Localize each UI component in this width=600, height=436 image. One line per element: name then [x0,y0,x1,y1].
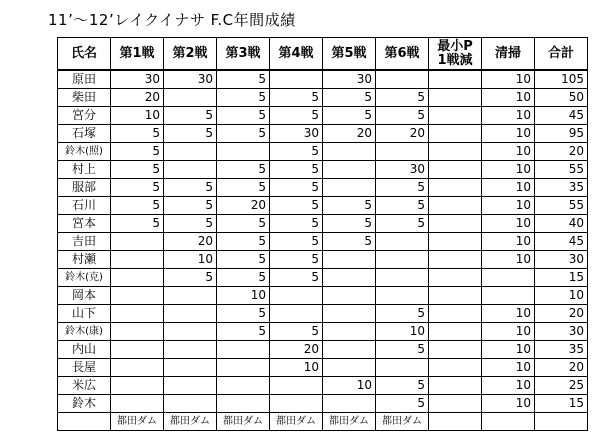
score-cell [429,377,482,395]
score-cell [270,287,323,305]
venue-cell: 都田ダム [323,413,376,431]
header-cleaning: 清掃 [482,38,535,71]
player-name: 服部 [58,179,111,197]
table-row [58,341,588,359]
total-cell: 45 [535,107,588,125]
score-cell [164,89,217,107]
score-cell: 5 [270,107,323,125]
score-cell [111,251,164,269]
score-cell: 5 [217,89,270,107]
score-table [57,37,588,431]
score-cell: 10 [164,251,217,269]
score-cell: 5 [217,251,270,269]
score-cell [429,143,482,161]
score-cell: 10 [482,305,535,323]
score-cell: 5 [217,70,270,89]
score-cell [270,70,323,89]
venue-cell: 都田ダム [376,413,429,431]
header-round-4: 第4戦 [270,38,323,71]
score-cell: 10 [482,323,535,341]
score-cell: 5 [217,323,270,341]
score-cell [376,143,429,161]
score-cell: 5 [270,215,323,233]
score-cell: 5 [164,269,217,287]
score-cell [429,179,482,197]
score-cell: 10 [482,125,535,143]
score-cell [376,70,429,89]
score-cell: 5 [376,305,429,323]
score-cell: 5 [376,179,429,197]
player-name: 村上 [58,161,111,179]
header-min-point: 最小P 1戦減 [429,38,482,71]
score-cell: 5 [376,197,429,215]
score-cell: 5 [270,161,323,179]
header-round-1: 第1戦 [111,38,164,71]
score-cell [270,305,323,323]
score-cell: 5 [323,107,376,125]
score-cell [111,323,164,341]
score-cell: 5 [376,377,429,395]
header-total: 合計 [535,38,588,71]
score-cell: 5 [217,179,270,197]
score-cell: 5 [323,89,376,107]
score-cell: 10 [482,179,535,197]
score-cell [429,395,482,413]
score-cell [482,269,535,287]
score-cell: 5 [323,197,376,215]
score-cell: 5 [217,125,270,143]
score-cell: 10 [482,107,535,125]
score-cell: 20 [111,89,164,107]
score-cell: 30 [164,70,217,89]
score-cell: 5 [270,323,323,341]
score-cell [217,359,270,377]
total-cell: 105 [535,70,588,89]
header-round-3: 第3戦 [217,38,270,71]
total-cell: 20 [535,359,588,377]
total-cell: 15 [535,269,588,287]
header-name: 氏名 [58,38,111,71]
table-row [58,377,588,395]
table-row [58,179,588,197]
score-cell: 10 [376,323,429,341]
score-cell: 5 [164,179,217,197]
score-cell [111,269,164,287]
score-cell: 5 [217,215,270,233]
score-cell: 10 [482,359,535,377]
score-cell: 10 [482,233,535,251]
score-cell [429,197,482,215]
score-cell [323,179,376,197]
player-name: 宮本 [58,215,111,233]
score-cell [217,395,270,413]
score-cell [376,269,429,287]
table-row [58,197,588,215]
score-cell [429,125,482,143]
score-cell [111,395,164,413]
score-cell [429,70,482,89]
score-cell [323,395,376,413]
score-cell: 5 [270,269,323,287]
score-cell: 30 [323,70,376,89]
score-cell: 5 [270,251,323,269]
score-cell [217,143,270,161]
player-name: 石塚 [58,125,111,143]
score-cell [376,251,429,269]
score-cell [429,233,482,251]
score-cell [323,251,376,269]
score-cell [323,323,376,341]
total-cell: 20 [535,143,588,161]
score-cell: 5 [164,215,217,233]
score-cell [111,233,164,251]
score-cell: 5 [217,305,270,323]
score-cell: 30 [270,125,323,143]
score-cell: 10 [482,161,535,179]
score-cell [429,107,482,125]
table-body [58,70,588,431]
total-cell: 95 [535,125,588,143]
venue-cell: 都田ダム [217,413,270,431]
total-cell: 50 [535,89,588,107]
player-name: 米広 [58,377,111,395]
total-cell: 10 [535,287,588,305]
total-cell: 25 [535,377,588,395]
total-cell: 40 [535,215,588,233]
table-row [58,107,588,125]
player-name: 原田 [58,70,111,89]
venue-row [58,413,588,431]
player-name: 柴田 [58,89,111,107]
total-cell: 30 [535,251,588,269]
score-cell [429,323,482,341]
score-cell: 5 [376,341,429,359]
score-cell [164,287,217,305]
table-row [58,395,588,413]
score-cell: 10 [482,143,535,161]
score-cell: 5 [217,233,270,251]
table-row [58,143,588,161]
player-name: 鈴木(照) [58,143,111,161]
score-cell [164,161,217,179]
score-cell [323,269,376,287]
score-cell [482,287,535,305]
score-cell [429,359,482,377]
score-cell: 5 [323,233,376,251]
table-row [58,70,588,89]
score-cell [323,161,376,179]
player-name: 鈴木(克) [58,269,111,287]
score-cell [429,89,482,107]
score-cell: 5 [164,197,217,215]
score-cell [429,215,482,233]
score-cell [429,269,482,287]
player-name: 鈴木 [58,395,111,413]
total-cell: 35 [535,179,588,197]
score-cell: 5 [270,143,323,161]
score-cell: 5 [217,161,270,179]
score-cell [111,305,164,323]
score-cell: 10 [217,287,270,305]
score-cell: 10 [482,89,535,107]
score-cell: 10 [482,395,535,413]
score-cell [164,323,217,341]
player-name: 内山 [58,341,111,359]
venue-cell [535,413,588,431]
venue-cell [482,413,535,431]
table-row [58,305,588,323]
player-name: 宮分 [58,107,111,125]
player-name: 長屋 [58,359,111,377]
score-cell: 5 [111,215,164,233]
player-name: 山下 [58,305,111,323]
score-cell [323,287,376,305]
score-cell: 20 [270,341,323,359]
score-cell [429,341,482,359]
score-cell: 10 [482,215,535,233]
venue-cell [58,413,111,431]
venue-cell [429,413,482,431]
total-cell: 20 [535,305,588,323]
table-row [58,359,588,377]
table-row [58,251,588,269]
score-cell: 5 [111,197,164,215]
total-cell: 55 [535,197,588,215]
score-cell [429,305,482,323]
score-cell: 5 [376,107,429,125]
header-round-2: 第2戦 [164,38,217,71]
score-cell: 5 [376,89,429,107]
score-cell: 5 [164,125,217,143]
score-cell: 5 [164,107,217,125]
total-cell: 15 [535,395,588,413]
score-cell [164,395,217,413]
venue-cell: 都田ダム [111,413,164,431]
total-cell: 45 [535,233,588,251]
score-cell [323,143,376,161]
score-cell [164,377,217,395]
score-cell: 5 [270,233,323,251]
venue-cell: 都田ダム [164,413,217,431]
score-cell: 10 [482,197,535,215]
score-cell: 10 [482,251,535,269]
score-cell [111,341,164,359]
score-cell: 5 [376,215,429,233]
table-row [58,161,588,179]
score-cell: 10 [482,341,535,359]
score-cell [217,377,270,395]
score-cell: 20 [217,197,270,215]
score-cell [164,305,217,323]
score-cell: 5 [376,395,429,413]
score-cell: 10 [111,107,164,125]
header-round-5: 第5戦 [323,38,376,71]
score-cell: 5 [111,161,164,179]
score-cell: 5 [111,179,164,197]
score-cell [270,395,323,413]
header-row [58,38,588,71]
score-cell: 20 [376,125,429,143]
score-cell [164,143,217,161]
score-cell [111,377,164,395]
score-cell [376,233,429,251]
score-cell: 5 [270,179,323,197]
venue-cell: 都田ダム [270,413,323,431]
score-cell [376,359,429,377]
total-cell: 30 [535,323,588,341]
score-cell: 5 [217,107,270,125]
table-row [58,269,588,287]
score-cell: 5 [111,143,164,161]
score-cell [323,341,376,359]
score-cell: 5 [270,89,323,107]
table-row [58,215,588,233]
score-cell [429,251,482,269]
score-cell: 5 [323,215,376,233]
score-cell: 10 [323,377,376,395]
score-cell [429,161,482,179]
score-cell [111,359,164,377]
score-cell [323,305,376,323]
table-row [58,323,588,341]
score-cell: 10 [482,70,535,89]
header-round-6: 第6戦 [376,38,429,71]
score-cell [111,287,164,305]
score-cell: 5 [111,125,164,143]
player-name: 岡本 [58,287,111,305]
player-name: 吉田 [58,233,111,251]
table-row [58,233,588,251]
score-cell: 10 [482,377,535,395]
score-cell [376,287,429,305]
player-name: 石川 [58,197,111,215]
score-cell [429,287,482,305]
score-cell: 10 [270,359,323,377]
score-cell: 5 [270,197,323,215]
score-cell: 20 [323,125,376,143]
score-cell [217,341,270,359]
total-cell: 35 [535,341,588,359]
score-cell [164,359,217,377]
score-cell: 30 [376,161,429,179]
player-name: 村瀬 [58,251,111,269]
score-cell: 20 [164,233,217,251]
score-cell: 30 [111,70,164,89]
score-cell [164,341,217,359]
page-title: 11’～12’レイクイナサ F.C年間成績 [48,11,296,29]
table-row [58,287,588,305]
score-cell [323,359,376,377]
score-cell: 5 [217,269,270,287]
table-row [58,125,588,143]
total-cell: 55 [535,161,588,179]
player-name: 鈴木(康) [58,323,111,341]
table-row [58,89,588,107]
score-cell [270,377,323,395]
